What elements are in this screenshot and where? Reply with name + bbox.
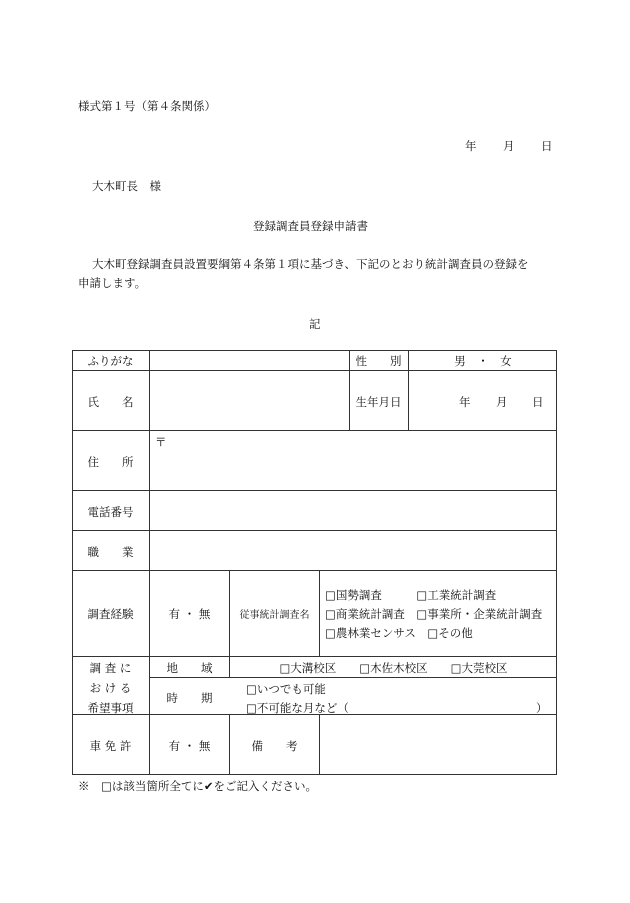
period-option-close-paren: ）: [536, 701, 548, 715]
furigana-label: ふりがな: [87, 354, 134, 368]
page-title: 登録調査員登録申請書: [253, 219, 368, 233]
remarks-label: 備 考: [251, 739, 298, 753]
period-option-unavailable[interactable]: □不可能な月など（: [246, 701, 349, 715]
survey-option-line3[interactable]: □農林業センサス □その他: [325, 626, 473, 640]
date-year: 年: [465, 139, 477, 153]
license-yes-no[interactable]: 有 ・ 無: [168, 739, 211, 753]
address-field[interactable]: [150, 431, 556, 490]
birthdate-label: 生年月日: [355, 395, 402, 409]
gender-label: 性 別: [355, 354, 402, 368]
name-field[interactable]: [150, 371, 348, 430]
date-day: 日: [541, 139, 553, 153]
survey-option-line2[interactable]: □商業統計調査 □事業所・企業統計調査: [325, 607, 543, 621]
remarks-field[interactable]: [320, 715, 556, 774]
furigana-field[interactable]: [150, 351, 348, 370]
surveys-label: 従事統計調査名: [239, 610, 310, 621]
experience-label: 調査経験: [87, 607, 134, 621]
date-month: 月: [503, 139, 515, 153]
addressee: 大木町長 様: [92, 179, 161, 193]
period-option-anytime[interactable]: □いつでも可能: [246, 682, 326, 696]
license-label: 車 免 許: [89, 739, 132, 753]
address-label: 住 所: [87, 455, 134, 469]
area-label: 地 域: [166, 661, 213, 675]
phone-field[interactable]: [150, 491, 556, 530]
experience-yes-no[interactable]: 有 ・ 無: [168, 607, 211, 621]
birth-year: 年: [459, 395, 471, 409]
form-number: 様式第１号（第４条関係）: [78, 99, 216, 113]
gender-options[interactable]: 男 ・ 女: [454, 354, 512, 368]
ki-heading: 記: [309, 317, 321, 331]
wish-label-line1: 調 査 に: [89, 661, 132, 675]
phone-label: 電話番号: [87, 505, 134, 519]
area-options[interactable]: □大溝校区 □木佐木校区 □大莞校区: [279, 661, 508, 675]
occupation-label: 職 業: [87, 545, 134, 559]
wish-label-line2: お け る: [89, 681, 132, 695]
name-label: 氏 名: [87, 395, 134, 409]
wish-label-line3: 希望事項: [87, 701, 134, 715]
period-label: 時 期: [166, 691, 213, 705]
birth-month: 月: [496, 395, 508, 409]
birth-day: 日: [532, 395, 544, 409]
footnote: ※ □は該当箇所全てに✔をご記入ください。: [78, 779, 317, 793]
postal-mark: 〒: [155, 435, 167, 449]
survey-option-line1[interactable]: □国勢調査 □工業統計調査: [325, 588, 497, 602]
body-text-line2: 申請します。: [78, 276, 147, 290]
occupation-field[interactable]: [150, 531, 556, 570]
body-text-line1: 大木町登録調査員設置要綱第４条第１項に基づき、下記のとおり統計調査員の登録を: [92, 257, 529, 271]
